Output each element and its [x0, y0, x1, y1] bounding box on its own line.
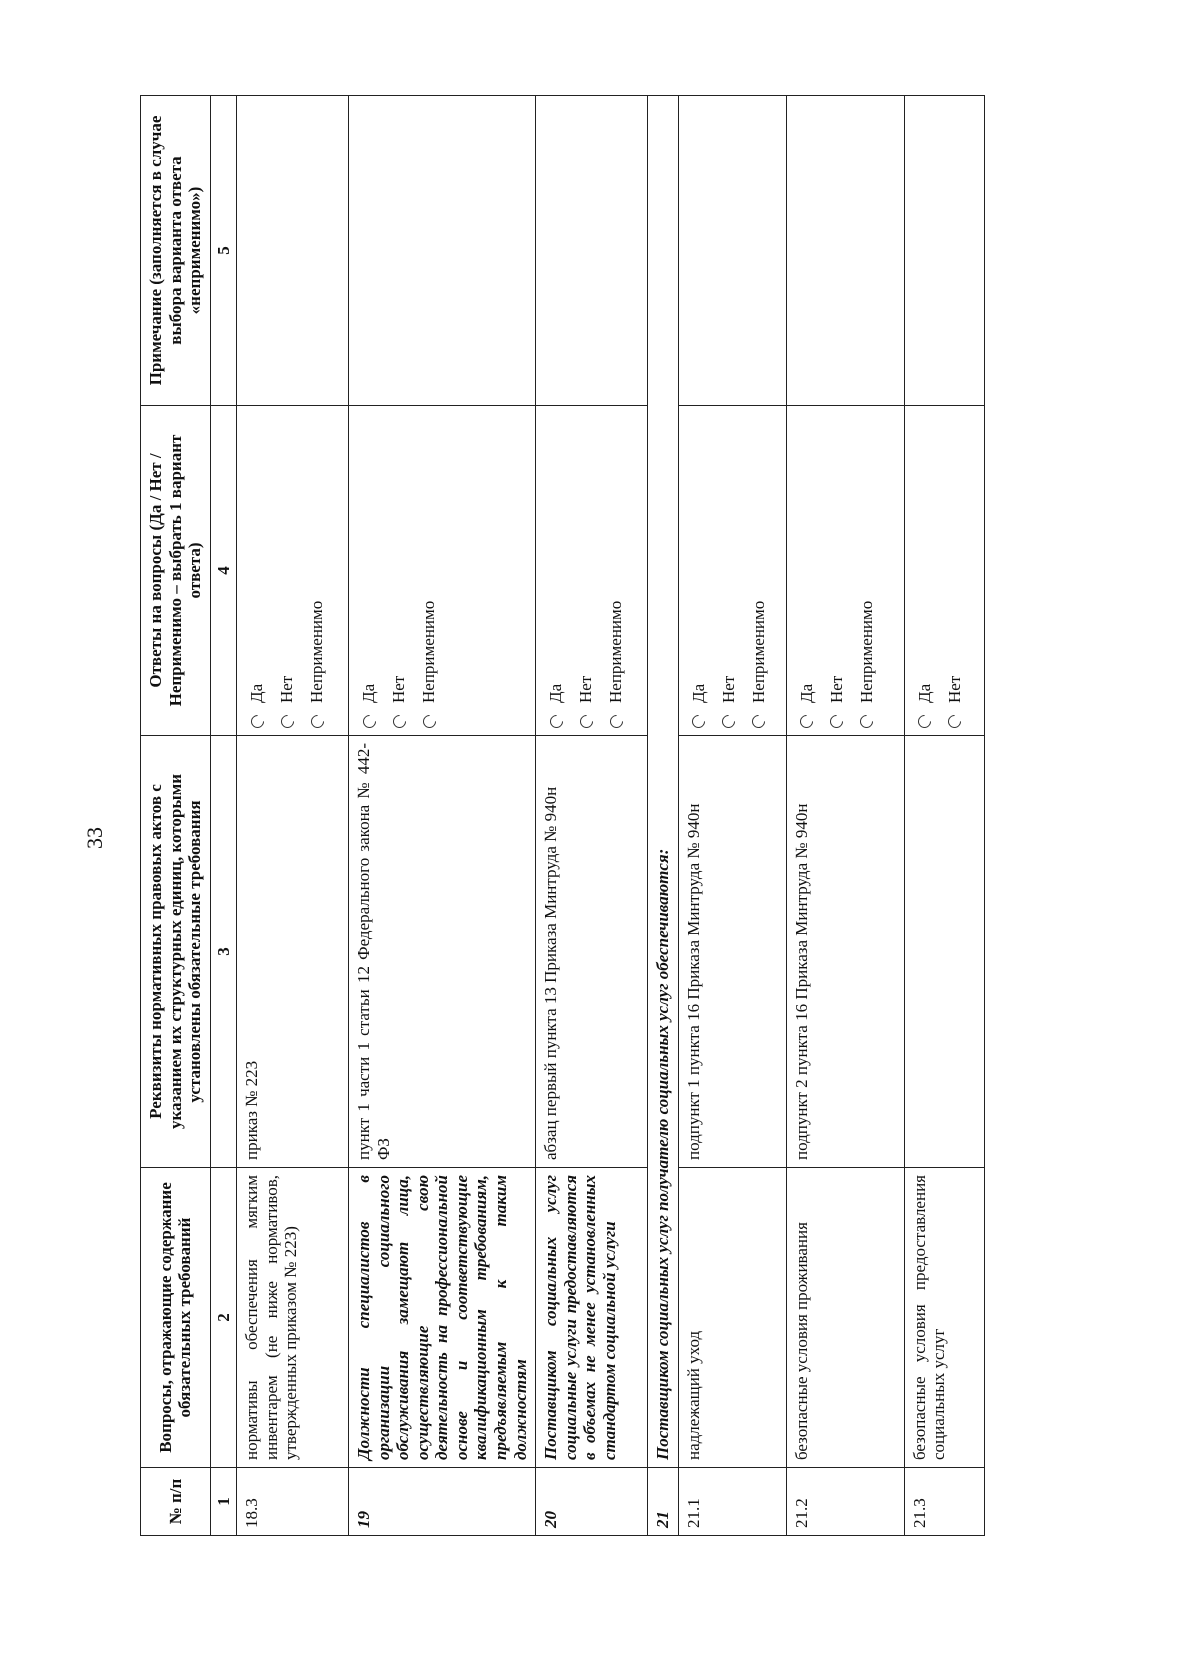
note-cell[interactable]: [904, 96, 984, 406]
answer-na-label: Неприменимо: [856, 600, 876, 703]
answer-cell: [237, 406, 349, 736]
row-legal-act: подпункт 1 пункта 16 Приказа Минтруда № 940н: [678, 736, 786, 1168]
requirements-table: [140, 95, 985, 1536]
radio-icon[interactable]: [607, 712, 625, 730]
radio-icon[interactable]: [827, 712, 845, 730]
radio-icon[interactable]: [857, 712, 875, 730]
header-legal-acts: Реквизиты нормативных правовых актов с указанием их структурных единиц, которыми установлены обязательные требования: [141, 736, 211, 1168]
table-header-row: [141, 96, 211, 1536]
section-heading: Поставщиком социальных услуг получателю социальных услуг обеспечиваются:: [648, 96, 679, 1468]
row-legal-act: подпункт 2 пункта 16 Приказа Минтруда № 940н: [786, 736, 904, 1168]
answer-yes-option[interactable]: [684, 413, 714, 728]
table-row: [678, 96, 786, 1536]
note-cell[interactable]: [237, 96, 349, 406]
answer-no-option[interactable]: [822, 413, 852, 728]
answer-na-option[interactable]: [601, 413, 631, 728]
answer-no-option[interactable]: [714, 413, 744, 728]
answer-yes-label: Да: [688, 683, 708, 703]
answer-cell: [786, 406, 904, 736]
radio-icon[interactable]: [945, 712, 963, 730]
radio-icon[interactable]: [797, 712, 815, 730]
row-number: 19: [349, 1468, 536, 1536]
answer-yes-option[interactable]: [242, 413, 272, 728]
row-question: нормативы обеспечения мягким инвентарем (не ниже нормативов, утвержденных приказом № 223): [237, 1168, 349, 1468]
radio-icon[interactable]: [278, 712, 296, 730]
page-number: 33: [82, 827, 107, 849]
answer-yes-label: Да: [359, 683, 379, 703]
answer-no-option[interactable]: [272, 413, 302, 728]
header-answers: Ответы на вопросы (Да / Нет / Неприменимо – выбрать 1 вариант ответа): [141, 406, 211, 736]
answer-yes-label: Да: [247, 683, 267, 703]
table-row: [786, 96, 904, 1536]
radio-icon[interactable]: [577, 712, 595, 730]
row-number: 18.3: [237, 1468, 349, 1536]
radio-icon[interactable]: [390, 712, 408, 730]
row-question: безопасные условия предоставления социальных услуг: [904, 1168, 984, 1468]
row-legal-act: [904, 736, 984, 1168]
note-cell[interactable]: [349, 96, 536, 406]
rotated-page: [140, 96, 1075, 1536]
answer-cell: [678, 406, 786, 736]
answer-no-option[interactable]: [940, 413, 970, 728]
answer-no-label: Нет: [389, 675, 409, 703]
header-notes: Примечание (заполняется в случае выбора варианта ответа «неприменимо»): [141, 96, 211, 406]
row-number: 21.2: [786, 1468, 904, 1536]
answer-cell: [904, 406, 984, 736]
table-row: [237, 96, 349, 1536]
row-question: Должности специалистов в организации социального обслуживания замещают лица, осуществляющие свою деятельность на профессиональной основе и соответствующие квалификационным требованиям, предъявляемым к таким должностям: [349, 1168, 536, 1468]
answer-no-label: Нет: [826, 675, 846, 703]
radio-icon[interactable]: [248, 712, 266, 730]
column-number: 4: [210, 406, 237, 736]
answer-na-label: Неприменимо: [419, 600, 439, 703]
answer-no-label: Нет: [944, 675, 964, 703]
answer-no-option[interactable]: [571, 413, 601, 728]
answer-yes-option[interactable]: [541, 413, 571, 728]
answer-na-option[interactable]: [852, 413, 882, 728]
radio-icon[interactable]: [547, 712, 565, 730]
answer-no-label: Нет: [576, 675, 596, 703]
section-row: [648, 96, 679, 1536]
row-legal-act: приказ № 223: [237, 736, 349, 1168]
row-legal-act: абзац первый пункта 13 Приказа Минтруда № 940н: [536, 736, 648, 1168]
table-row: [536, 96, 648, 1536]
row-number: 21.3: [904, 1468, 984, 1536]
answer-na-option[interactable]: [744, 413, 774, 728]
answer-na-label: Неприменимо: [748, 600, 768, 703]
column-number: 3: [210, 736, 237, 1168]
header-questions: Вопросы, отражающие содержание обязательных требований: [141, 1168, 211, 1468]
answer-no-option[interactable]: [384, 413, 414, 728]
radio-icon[interactable]: [420, 712, 438, 730]
radio-icon[interactable]: [308, 712, 326, 730]
column-number: 1: [210, 1468, 237, 1536]
answer-yes-option[interactable]: [910, 413, 940, 728]
note-cell[interactable]: [536, 96, 648, 406]
answer-no-label: Нет: [277, 675, 297, 703]
row-number: 20: [536, 1468, 648, 1536]
header-number: № п/п: [141, 1468, 211, 1536]
column-number: 5: [210, 96, 237, 406]
answer-no-label: Нет: [718, 675, 738, 703]
column-number: 2: [210, 1168, 237, 1468]
row-number: 21.1: [678, 1468, 786, 1536]
note-cell[interactable]: [786, 96, 904, 406]
answer-na-label: Неприменимо: [307, 600, 327, 703]
answer-yes-option[interactable]: [792, 413, 822, 728]
row-legal-act: пункт 1 части 1 статьи 12 Федерального закона № 442-ФЗ: [349, 736, 536, 1168]
answer-cell: [536, 406, 648, 736]
answer-yes-option[interactable]: [354, 413, 384, 728]
radio-icon[interactable]: [360, 712, 378, 730]
answer-yes-label: Да: [546, 683, 566, 703]
row-question: безопасные условия проживания: [786, 1168, 904, 1468]
radio-icon[interactable]: [719, 712, 737, 730]
table-row: [904, 96, 984, 1536]
row-question: надлежащий уход: [678, 1168, 786, 1468]
answer-yes-label: Да: [796, 683, 816, 703]
row-question: Поставщиком социальных услуг социальные услуги предоставляются в объемах не менее установленных стандартом социальной услуги: [536, 1168, 648, 1468]
answer-yes-label: Да: [914, 683, 934, 703]
answer-na-label: Неприменимо: [606, 600, 626, 703]
answer-cell: [349, 406, 536, 736]
radio-icon[interactable]: [915, 712, 933, 730]
note-cell[interactable]: [678, 96, 786, 406]
answer-na-option[interactable]: [302, 413, 332, 728]
radio-icon[interactable]: [749, 712, 767, 730]
answer-na-option[interactable]: [414, 413, 444, 728]
table-row: [349, 96, 536, 1536]
radio-icon[interactable]: [689, 712, 707, 730]
row-number: 21: [648, 1468, 679, 1536]
column-number-row: [210, 96, 237, 1536]
